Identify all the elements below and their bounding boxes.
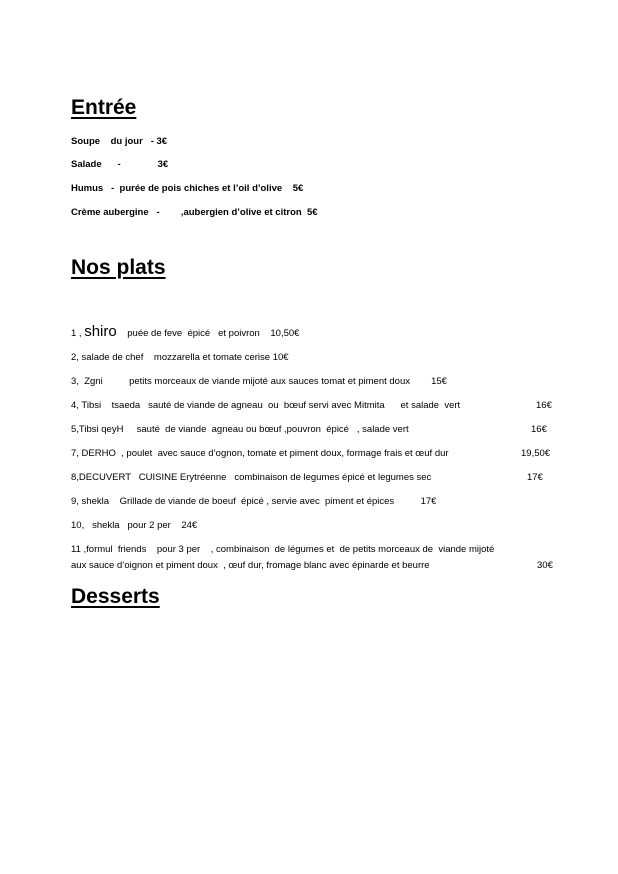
plat-price-tibsi-qeyh: 16€ — [531, 424, 547, 435]
section-title-nos-plats: Nos plats — [71, 256, 166, 279]
plat-item-zgni: 3, Zgni petits morceaux de viande mijoté aux sauces tomat et piment doux 15€ — [71, 376, 447, 387]
section-title-desserts: Desserts — [71, 585, 160, 608]
plat-item-formul-friends-desc: aux sauce d’oignon et piment doux , œuf dur, fromage blanc avec épinarde et beurre — [71, 560, 430, 571]
plat-item-shekla: 9, shekla Grillade de viande de boeuf épicé , servie avec piment et épices 17€ — [71, 496, 437, 507]
entree-item-creme-aubergine: Crème aubergine - ,aubergien d’olive et citron 5€ — [71, 207, 318, 218]
entree-item-salade: Salade - 3€ — [71, 159, 169, 170]
plat-item-desc: puée de feve épicé et poivron 10,50€ — [116, 328, 300, 339]
entree-item-soupe: Soupe du jour - 3€ — [71, 136, 168, 147]
plat-price-formul-friends: 30€ — [537, 560, 553, 571]
plat-item-decuvert: 8,DECUVERT CUISINE Erytréenne combinaison de legumes épicé et legumes sec — [71, 472, 432, 483]
plat-item-derho: 7, DERHO , poulet avec sauce d’ognon, tomate et piment doux, formage frais et œuf dur — [71, 448, 449, 459]
plat-item-salade-chef: 2, salade de chef mozzarella et tomate cerise 10€ — [71, 352, 289, 363]
plat-price-tibsi-tsaeda: 16€ — [536, 400, 552, 411]
plat-item-number: 1 , — [71, 328, 85, 339]
entree-item-humus: Humus - purée de pois chiches et l’oil d’olive 5€ — [71, 183, 304, 194]
plat-item-name: shiro — [84, 323, 117, 340]
plat-price-decuvert: 17€ — [527, 472, 543, 483]
plat-item-shiro — [71, 323, 299, 343]
plat-item-tibsi-qeyh: 5,Tibsi qeyH sauté de viande agneau ou bœuf ,pouvron épicé , salade vert — [71, 424, 409, 435]
plat-price-derho: 19,50€ — [521, 448, 551, 459]
plat-item-shekla-2-per: 10, shekla pour 2 per 24€ — [71, 520, 198, 531]
plat-item-tibsi-tsaeda: 4, Tibsi tsaeda sauté de viande de agneau ou bœuf servi avec Mitmita et salade vert — [71, 400, 461, 411]
plat-item-formul-friends: 11 ,formul friends pour 3 per , combinaison de légumes et de petits morceaux de viande mijoté — [71, 544, 495, 555]
section-title-entree: Entrée — [71, 96, 137, 119]
